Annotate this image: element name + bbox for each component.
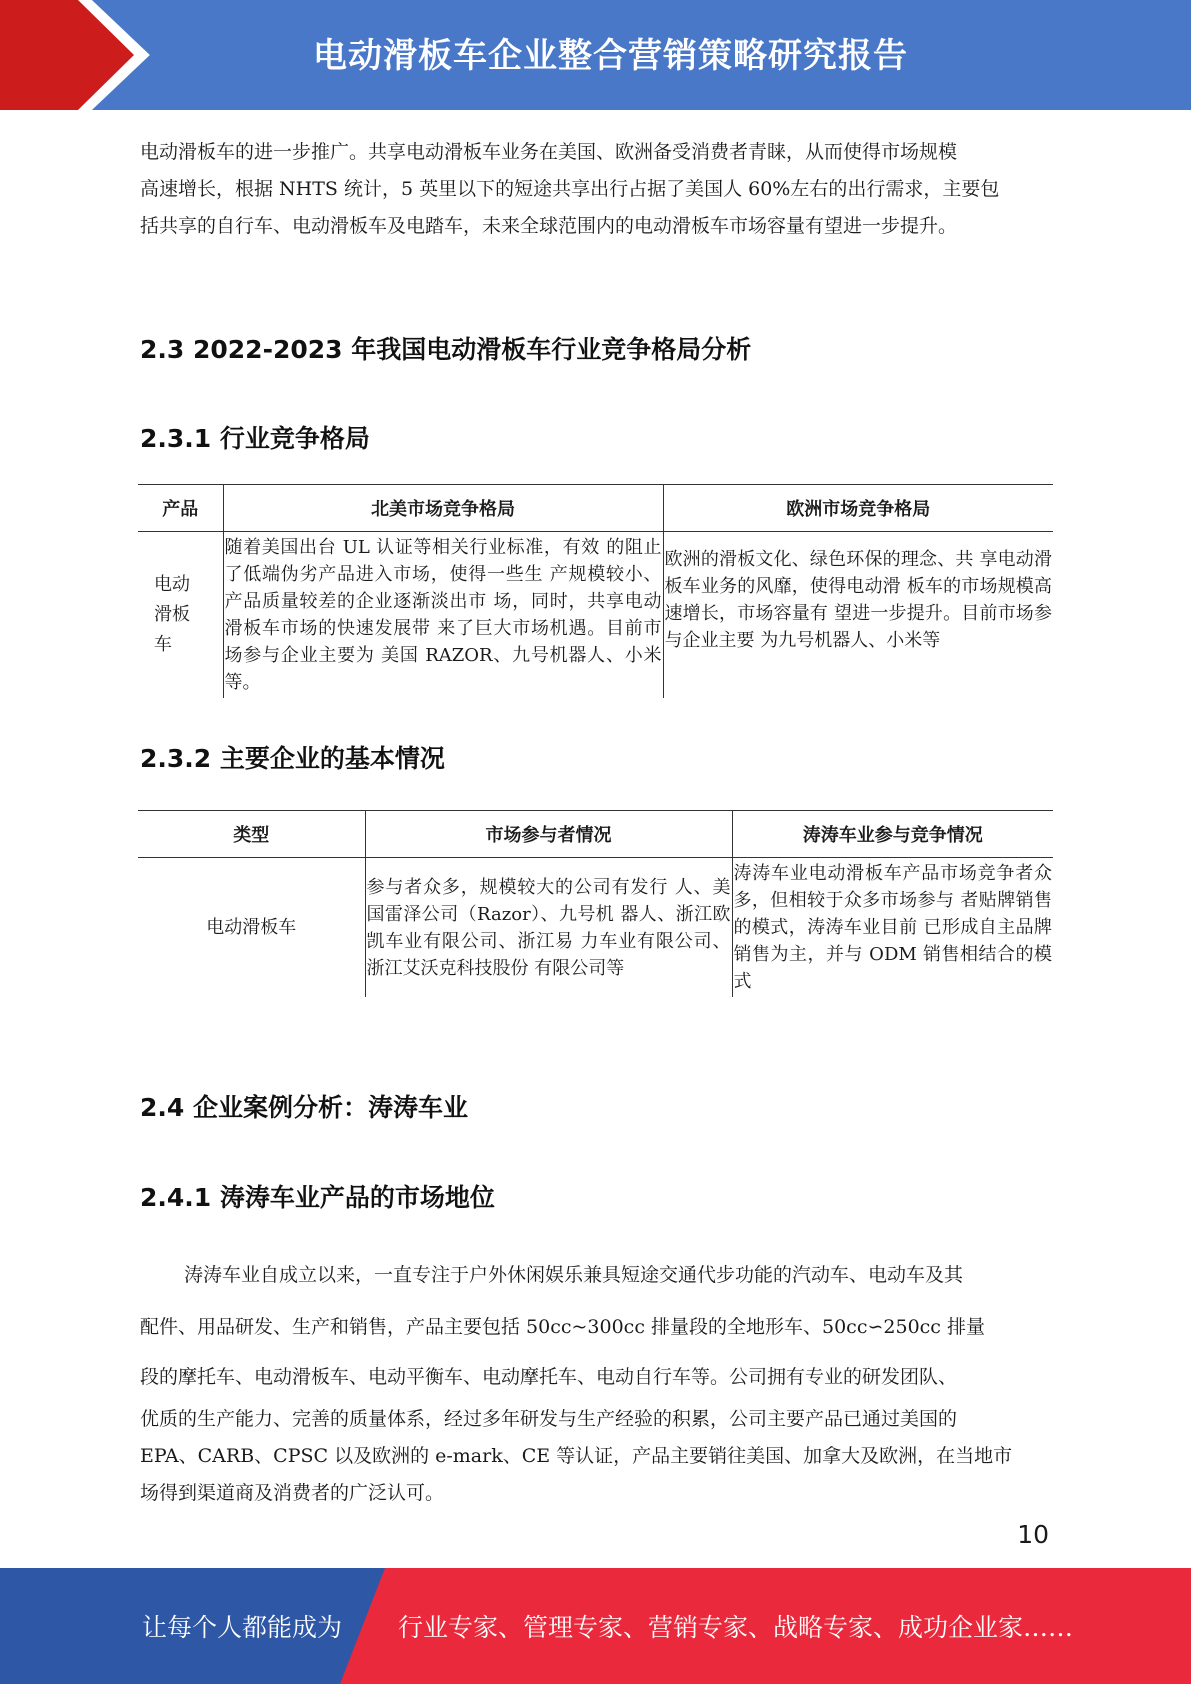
column-header: 北美市场竞争格局 [223, 485, 663, 532]
table-header-row [138, 811, 1053, 858]
body-line: 配件、用品研发、生产和销售，产品主要包括 50cc~300cc 排量段的全地形车、50cc∽250cc 排量 [140, 1316, 985, 1338]
north-america-cell: 随着美国出台 UL 认证等相关行业标准，有效 的阻止了低端伪劣产品进入市场，使得一些生 产规模较小、产品质量较差的企业逐渐淡出市 场，同时，共享电动滑板车市场的快速发展带 来了巨大市场机遇。目前市场参与企业主要为 美国 RAZOR、九号机器人、小米等。 [223, 532, 663, 699]
page-number: 10 [1017, 1520, 1049, 1549]
intro-line: 括共享的自行车、电动滑板车及电踏车，未来全球范围内的电动滑板车市场容量有望进一步提升。 [140, 215, 958, 237]
column-header: 类型 [138, 811, 365, 858]
body-paragraph [140, 1249, 1052, 1512]
section-2-4-1-heading: 2.4.1 涛涛车业产品的市场地位 [140, 1183, 495, 1212]
intro-paragraph [140, 134, 1052, 245]
competition-table [138, 484, 1053, 698]
table-header-row [138, 485, 1053, 532]
body-line: EPA、CARB、CPSC 以及欧洲的 e-mark、CE 等认证，产品主要销往美国、加拿大及欧洲，在当地市 [140, 1445, 1013, 1467]
product-cell: 电动 滑板 车 [154, 574, 190, 655]
body-line: 段的摩托车、电动滑板车、电动平衡车、电动摩托车、电动自行车等。公司拥有专业的研发团队、 [140, 1366, 958, 1388]
enterprise-table [138, 810, 1053, 997]
footer-slogan-right: 行业专家、管理专家、营销专家、战略专家、成功企业家…… [398, 1613, 1074, 1642]
page-footer [0, 1568, 1191, 1684]
footer-slogan-left: 让每个人都能成为 [142, 1613, 343, 1642]
table-row [138, 858, 1053, 998]
section-2-3-1-heading: 2.3.1 行业竞争格局 [140, 424, 370, 453]
europe-cell: 欧洲的滑板文化、绿色环保的理念、共 享电动滑板车业务的风靡，使得电动滑 板车的市场规模高速增长，市场容量有 望进一步提升。目前市场参与企业主要 为九号机器人、小米等 [663, 532, 1053, 699]
page-header [0, 0, 1191, 110]
column-header: 产品 [138, 485, 223, 532]
section-2-4-heading: 2.4 企业案例分析：涛涛车业 [140, 1093, 468, 1122]
body-line: 场得到渠道商及消费者的广泛认可。 [140, 1482, 445, 1504]
intro-line: 高速增长，根据 NHTS 统计，5 英里以下的短途共享出行占据了美国人 60%左右的出行需求，主要包 [140, 178, 1000, 200]
column-header: 涛涛车业参与竞争情况 [732, 811, 1053, 858]
type-cell: 电动滑板车 [206, 917, 297, 938]
body-line: 涛涛车业自成立以来，一直专注于户外休闲娱乐兼具短途交通代步功能的汽动车、电动车及其 [184, 1264, 964, 1286]
taotao-cell: 涛涛车业电动滑板车产品市场竞争者众多，但相较于众多市场参与 者贴牌销售的模式，涛涛车业目前 已形成自主品牌销售为主，并与 ODM 销售相结合的模式 [732, 858, 1053, 998]
report-title: 电动滑板车企业整合营销策略研究报告 [313, 36, 908, 76]
intro-line: 电动滑板车的进一步推广。共享电动滑板车业务在美国、欧洲备受消费者青睐，从而使得市场规模 [140, 141, 958, 163]
body-line: 优质的生产能力、完善的质量体系，经过多年研发与生产经验的积累，公司主要产品已通过美国的 [140, 1408, 958, 1430]
table-row [138, 532, 1053, 699]
participants-cell: 参与者众多，规模较大的公司有发行 人、美国雷泽公司（Razor）、九号机 器人、浙江欧凯车业有限公司、浙江易 力车业有限公司、浙江艾沃克科技股份 有限公司等 [365, 858, 732, 998]
section-2-3-2-heading: 2.3.2 主要企业的基本情况 [140, 744, 445, 773]
section-2-3-heading: 2.3 2022-2023 年我国电动滑板车行业竞争格局分析 [140, 335, 752, 364]
column-header: 市场参与者情况 [365, 811, 732, 858]
column-header: 欧洲市场竞争格局 [663, 485, 1053, 532]
